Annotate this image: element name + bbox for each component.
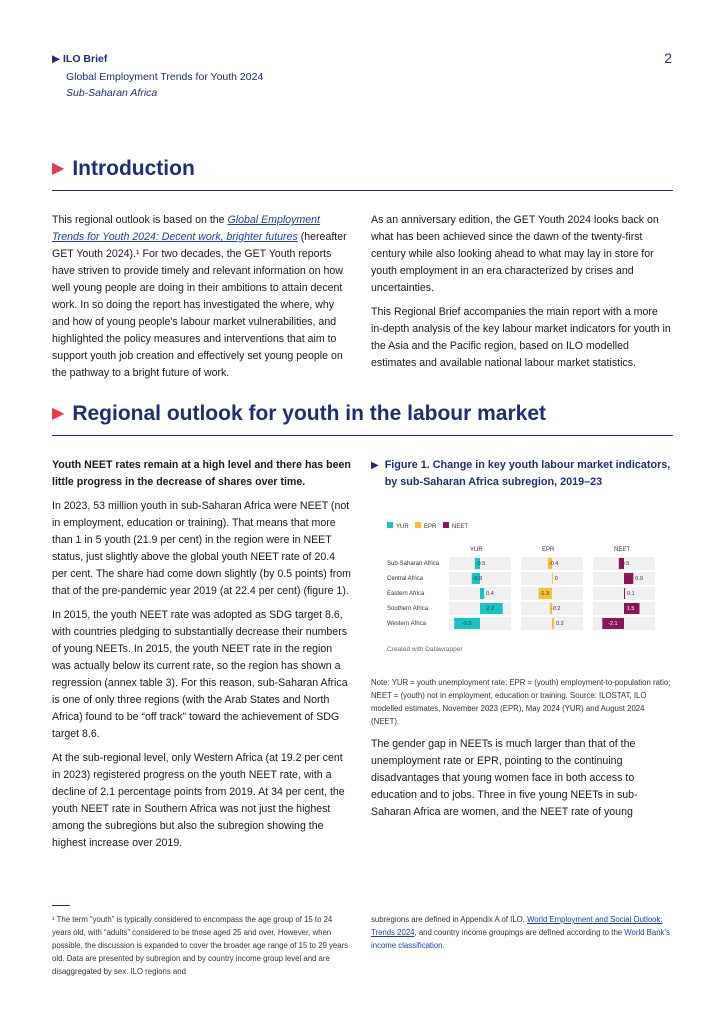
- bar-yur: [480, 588, 484, 599]
- legend-swatch-epr: [415, 522, 421, 528]
- section-divider: [52, 435, 673, 436]
- triangle-bullet-icon: ▶: [52, 53, 61, 65]
- world-bank-classification-link[interactable]: World Bank's income classification: [371, 928, 670, 950]
- data-label: -0.5: [475, 561, 486, 567]
- weso-trends-link[interactable]: World Employment and Social Outlook: Trends 2024: [371, 915, 663, 937]
- intro-brief-paragraph: This Regional Brief accompanies the main report with a more in-depth analysis of the key labour market indicators for youth in the Asia and the Pacific region, based on ILO modelled estimates and available national labour market statistics.: [371, 306, 671, 369]
- category-label: Eastern Africa: [387, 591, 425, 597]
- panel-header-epr: EPR: [542, 547, 555, 553]
- section-heading-regional-outlook: ▶ Regional outlook for youth in the labour market: [52, 402, 547, 425]
- legend-swatch-yur: [387, 522, 393, 528]
- data-label: 1.5: [626, 606, 635, 612]
- data-label: -0.8: [472, 576, 483, 582]
- intro-anniversary-paragraph: As an anniversary edition, the GET Youth 2024 looks back on what has been achieved since the dawn of the twenty-first century while also looking ahead to what may lay in store for youth employment in an era characterized by crises and uncertainties.: [371, 214, 659, 294]
- section-divider: [52, 190, 673, 191]
- data-label: 0.2: [556, 621, 564, 627]
- data-label: 2.2: [486, 606, 495, 612]
- footnote-divider: [52, 905, 70, 906]
- figure-title: ▶ Figure 1. Change in key youth labour market indicators, by sub-Saharan Africa subregion, 2019–23: [371, 457, 673, 491]
- triangle-bullet-icon: ▶: [52, 160, 65, 177]
- intro-paragraph: This regional outlook is based on the Global Employment Trends for Youth 2024: Decent work, brighter futures (hereafter GET Youth 2024).¹ For two decades, the GET Youth reports have striven to provide timely and relevant information on how well young people are doing in their ambitions to attain decent work. In so doing the report has investigated the where, why and how of young people's labour market vulnerabilities, and highlighted the policy measures and interventions that aim to support youth job creation and effectively set young people on the pathway to a bright future of work.: [52, 214, 347, 379]
- chart-credit: Created with Datawrapper: [387, 646, 463, 653]
- get-youth-report-link[interactable]: Global Employment Trends for Youth 2024: Decent work, brighter futures: [52, 214, 320, 243]
- legend-label-epr: EPR: [424, 524, 437, 530]
- data-label: 0.1: [627, 591, 635, 597]
- figure-1-chart: [380, 510, 670, 660]
- legend-label-yur: YUR: [396, 524, 409, 530]
- legend-label-neet: NEET: [452, 524, 469, 530]
- data-label: -2.5: [462, 621, 472, 627]
- panel-header-yur: YUR: [470, 547, 483, 553]
- bar-epr: [552, 573, 553, 584]
- sdg-target-paragraph: In 2015, the youth NEET rate was adopted as SDG target 8.6, with countries pledging to substantially decrease their numbers of young NEETs. In 2015, the youth NEET rate in the region was actually below its current rate, so the region has shown a regression (annex table 3). For this reason, sub-Saharan Africa is one of only three regions (with the Arab States and North Africa) found to be “off track” toward the achievement of SDG target 8.6.: [52, 609, 348, 740]
- data-label: -2.1: [608, 621, 618, 627]
- figure-note: Note: YUR = youth unemployment rate; EPR = (youth) employment-to-population ratio; NEET = (youth) not in employment, education or training. Source: ILOSTAT, ILO modelled estimates, November 2023 (EPR), May 2024 (YUR) and August 2024 (NEET).: [371, 678, 671, 726]
- gender-gap-paragraph: The gender gap in NEETs is much larger than that of the unemployment rate or EPR, pointing to the continuing disadvantages that young women face in both access to education and to jobs. Three in five young NEETs in sub-Saharan Africa are women, and the NEET rate of young: [371, 738, 638, 818]
- data-label: 0.4: [486, 591, 494, 597]
- intro-right-column: [371, 212, 671, 379]
- legend-swatch-neet: [443, 522, 449, 528]
- data-label: -0.2: [550, 606, 561, 612]
- brief-label: ▶ ILO Brief: [52, 53, 108, 65]
- footnote-1: ¹ The term “youth” is typically considered to encompass the age group of 15 to 24 years old, with “adults” considered to be those aged 25 and over. However, when possible, the discussion is expanded to cover the broader age range of 15 to 29 years old. Data are presented by subregion and by country income group level and are disaggregated by sex. ILO regions and: [52, 915, 349, 976]
- data-label: 0.9: [635, 576, 643, 582]
- panel-header-neet: NEET: [614, 547, 631, 553]
- category-label: Central Africa: [387, 576, 424, 582]
- page-number: 2: [664, 50, 672, 66]
- data-label: -0.4: [548, 561, 559, 567]
- region-subtitle: Sub-Saharan Africa: [66, 87, 158, 99]
- footnote-1-continued: subregions are defined in Appendix A of ILO, World Employment and Social Outlook: Trends 2024, and country income groupings are defined according to the World Bank's income classification.: [371, 915, 670, 950]
- category-label: Southern Africa: [387, 606, 429, 612]
- category-label: Western Africa: [387, 621, 426, 627]
- category-label: Sub-Saharan Africa: [387, 561, 440, 567]
- lead-paragraph: Youth NEET rates remain at a high level and there has been little progress in the decrease of shares over time.: [52, 459, 351, 488]
- bar-epr: [552, 618, 554, 629]
- report-title: Global Employment Trends for Youth 2024: [66, 71, 264, 83]
- intro-left-column: [52, 212, 352, 389]
- subregional-paragraph: At the sub-regional level, only Western Africa (at 19.2 per cent in 2023) registered progress on the youth NEET rate, with a decline of 2.1 percentage points from 2019. At 34 per cent, the youth NEET rate in Southern Africa was not just the highest among the subregions but also the subregion showing the highest increase over 2019.: [52, 752, 345, 849]
- bar-neet: [624, 573, 633, 584]
- triangle-bullet-icon: ▶: [371, 460, 379, 471]
- neet-2023-paragraph: In 2023, 53 million youth in sub-Saharan Africa were NEET (not in employment, education or training). That means that more than 1 in 5 youth (21.9 per cent) in the region were in NEET status, just slightly above the global youth NEET rate of 20.4 per cent. The share had come down slightly (by 0.5 points) from that of the pre-pandemic year 2019 (at 22.4 per cent) (figure 1).: [52, 500, 351, 597]
- regional-right-column: [371, 736, 673, 828]
- data-label: -1.3: [539, 591, 550, 597]
- triangle-bullet-icon: ▶: [52, 405, 65, 422]
- regional-left-column: [52, 457, 352, 859]
- data-label: -0.5: [619, 561, 630, 567]
- data-label: 0: [554, 576, 558, 582]
- section-heading-introduction: ▶ Introduction: [52, 157, 195, 180]
- chart-legend: [387, 522, 468, 530]
- bar-neet: [624, 588, 625, 599]
